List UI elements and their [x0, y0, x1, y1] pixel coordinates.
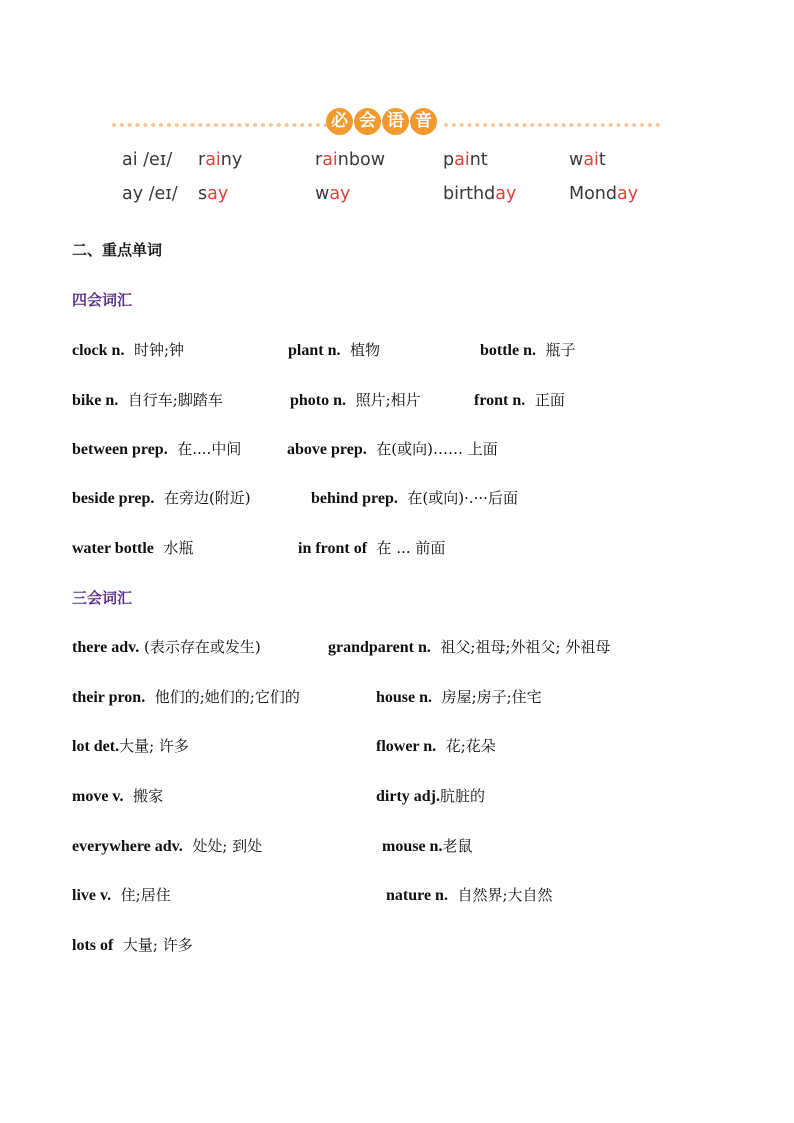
title-badge: 必 [326, 108, 353, 135]
title-badge: 语 [382, 108, 409, 135]
vocab-entry: behind prep. 在(或向)·.···后面 [311, 489, 518, 507]
vocab-entry: bottle n. 瓶子 [480, 341, 576, 359]
vocab-entry: mouse n.老鼠 [382, 837, 473, 855]
vocab-entry: live v. 住;居住 [72, 886, 171, 904]
phonics-sound-ay: ay /eɪ/ [122, 184, 178, 204]
vocab-entry: dirty adj.肮脏的 [376, 787, 486, 805]
vocab-entry: lot det.大量; 许多 [72, 737, 189, 755]
vocab-entry: photo n. 照片;相片 [290, 391, 421, 409]
phonics-word: wait [569, 150, 606, 170]
phonics-word: birthday [443, 184, 517, 204]
vocab-entry: between prep. 在....中间 [72, 440, 242, 458]
vocab-entry: house n. 房屋;房子;住宅 [376, 688, 542, 706]
phonics-word: paint [443, 150, 488, 170]
vocab-entry: plant n. 植物 [288, 341, 381, 359]
phonics-word: say [198, 184, 229, 204]
vocab-entry: lots of 大量; 许多 [72, 936, 193, 954]
vocab-entry: move v. 搬家 [72, 787, 164, 805]
phonics-word: rainbow [315, 150, 386, 170]
title-badge: 会 [354, 108, 381, 135]
phonics-banner [108, 108, 664, 142]
phonics-sound-ai: ai /eɪ/ [122, 150, 173, 170]
four-skill-title: 四会词汇 [72, 291, 133, 309]
title-badge: 音 [410, 108, 437, 135]
dotted-divider-left [112, 123, 328, 127]
vocab-entry: everywhere adv. 处处; 到处 [72, 837, 263, 855]
phonics-word: way [315, 184, 351, 204]
vocab-entry: nature n. 自然界;大自然 [386, 886, 553, 904]
vocab-entry: in front of 在 ... 前面 [298, 539, 446, 557]
vocab-entry: there adv. (表示存在或发生) [72, 638, 261, 656]
dotted-divider-right [444, 123, 660, 127]
vocab-entry: above prep. 在(或向)…… 上面 [287, 440, 498, 458]
vocab-entry: water bottle 水瓶 [72, 539, 194, 557]
phonics-title [326, 108, 437, 135]
vocab-entry: flower n. 花;花朵 [376, 737, 496, 755]
vocab-entry: clock n. 时钟;钟 [72, 341, 185, 359]
section-title: 二、重点单词 [72, 241, 163, 259]
phonics-word: Monday [569, 184, 639, 204]
vocab-entry: front n. 正面 [474, 391, 565, 409]
vocab-entry: bike n. 自行车;脚踏车 [72, 391, 223, 409]
phonics-word: rainy [198, 150, 243, 170]
vocab-entry: their pron. 他们的;她们的;它们的 [72, 688, 300, 706]
vocab-entry: grandparent n. 祖父;祖母;外祖父; 外祖母 [328, 638, 611, 656]
three-skill-title: 三会词汇 [72, 589, 133, 607]
vocab-entry: beside prep. 在旁边(附近) [72, 489, 251, 507]
